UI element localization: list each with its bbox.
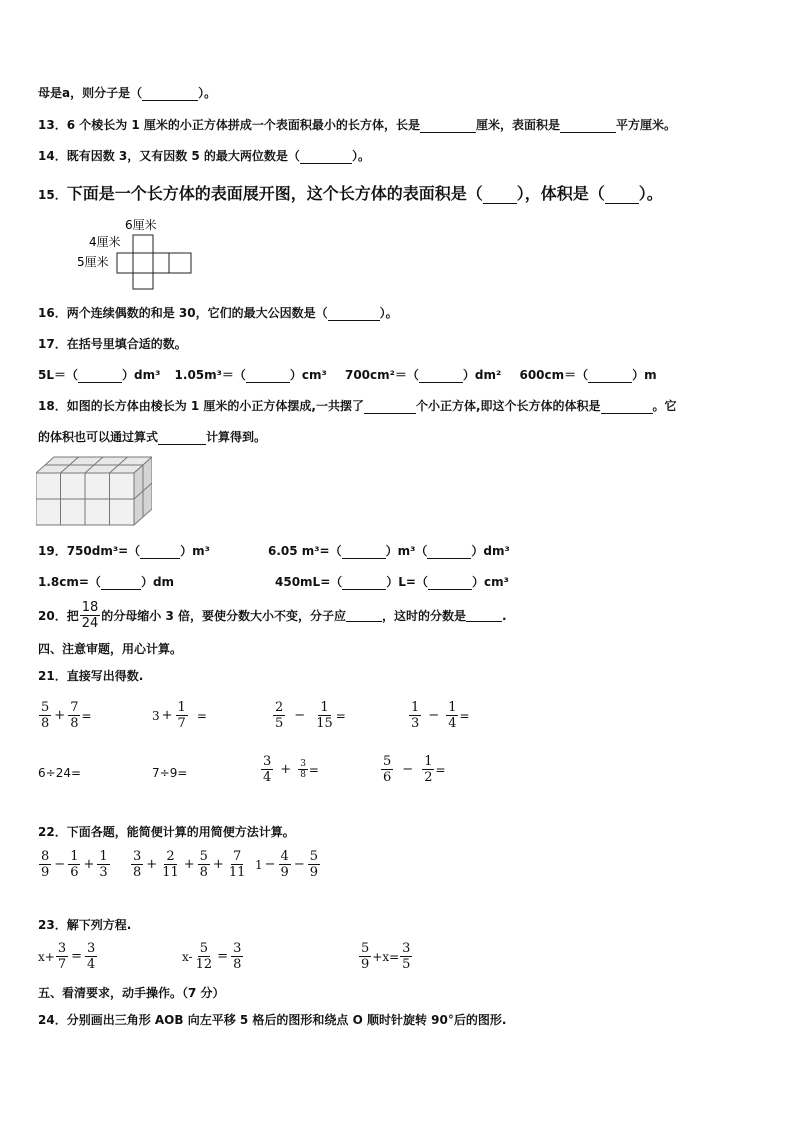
expr-22-3: 1 − $\frac{4}{9}$ − $\frac{5}{9}$	[255, 849, 319, 880]
expr-21-3: $\frac{2}{5}$ − $\frac{1}{15}$ =	[275, 700, 346, 731]
section-5-title: 五、看清要求，动手操作。（7 分）	[38, 986, 225, 1000]
answer-blank[interactable]	[560, 120, 616, 133]
q19-line1: 19．750dm³=（ ）m³	[38, 544, 210, 558]
answer-blank[interactable]	[78, 370, 122, 383]
net-label-length: 6厘米	[125, 218, 157, 232]
answer-blank[interactable]	[328, 308, 380, 321]
net-label-height: 5厘米	[77, 255, 109, 269]
q20-line: 20． 把 $\frac{18}{24}$ 的分母缩小 3 倍，要使分数大小不变，分子应 ，这时的分数是 .	[38, 600, 507, 631]
q19-line2b: 450mL=（ ）L=（ ）cm³	[275, 575, 509, 589]
answer-blank[interactable]	[101, 577, 141, 590]
q23-line: 23．解下列方程.	[38, 918, 132, 932]
answer-blank[interactable]	[588, 370, 632, 383]
expr-22-2: $\frac{3}{8}$ + $\frac{2}{11}$ + $\frac{5}{8}$ + $\frac{7}{11}$	[133, 849, 246, 880]
expr-21-5: 6÷24=	[38, 766, 82, 780]
net-label-width: 4厘米	[89, 235, 121, 249]
section-4-title: 四、注意审题，用心计算。	[38, 642, 183, 656]
equation-2: x- $\frac{5}{12}$ = $\frac{3}{8}$	[182, 941, 242, 972]
q13-line: 13．6 个棱长为 1 厘米的小正方体拼成一个表面积最小的长方体，长是 厘米，表面积是 平方厘米。	[38, 118, 676, 132]
q17-items: 5L＝（ ）dm³ 1.05m³＝（ ）cm³ 700cm²＝（ ）dm² 600cm＝（ ）m	[38, 368, 657, 382]
answer-blank[interactable]	[346, 609, 382, 622]
q12-line: 母是a，则分子是（ ）。	[38, 86, 217, 100]
answer-blank[interactable]	[428, 577, 472, 590]
answer-blank[interactable]	[466, 609, 502, 622]
q18-line: 18．如图的长方体由棱长为 1 厘米的小正方体摆成,一共摆了 个小正方体,即这个长方体的体积是 。它	[38, 399, 677, 413]
answer-blank[interactable]	[483, 189, 517, 204]
q18-line2: 的体积也可以通过算式 计算得到。	[38, 430, 267, 444]
equation-3: $\frac{5}{9}$ +x= $\frac{3}{5}$	[361, 941, 411, 972]
expr-21-6: 7÷9=	[152, 766, 188, 780]
q15-line: 15．下面是一个长方体的表面展开图，这个长方体的表面积是（ ），体积是（ ）。	[38, 184, 663, 203]
q16-line: 16．两个连续偶数的和是 30，它们的最大公因数是（ ）。	[38, 306, 398, 320]
q17-line: 17．在括号里填合适的数。	[38, 337, 187, 351]
answer-blank[interactable]	[342, 546, 386, 559]
expr-21-4: $\frac{1}{3}$ − $\frac{1}{4}$ =	[411, 700, 470, 731]
answer-blank[interactable]	[427, 546, 471, 559]
answer-blank[interactable]	[420, 120, 476, 133]
equation-1: x+ $\frac{3}{7}$ = $\frac{3}{4}$	[38, 941, 96, 972]
q21-line: 21．直接写出得数.	[38, 669, 144, 683]
q24-line: 24．分别画出三角形 AOB 向左平移 5 格后的图形和绕点 O 顺时针旋转 90°后的图形.	[38, 1013, 507, 1027]
expr-21-2: 3 + $\frac{1}{7}$ =	[152, 700, 207, 731]
expr-21-1: $\frac{5}{8}$ + $\frac{7}{8}$ =	[41, 700, 92, 731]
q19-line1b: 6.05 m³=（ ）m³（ ）dm³	[268, 544, 510, 558]
answer-blank[interactable]	[246, 370, 290, 383]
q14-line: 14．既有因数 3，又有因数 5 的最大两位数是（ ）。	[38, 149, 370, 163]
expr-21-8: $\frac{5}{6}$ − $\frac{1}{2}$ =	[383, 754, 446, 785]
answer-blank[interactable]	[419, 370, 463, 383]
answer-blank[interactable]	[364, 401, 416, 414]
answer-blank[interactable]	[158, 432, 206, 445]
expr-21-7: $\frac{3}{4}$ + $\frac{3}{8}$ =	[263, 754, 319, 785]
answer-blank[interactable]	[142, 88, 198, 101]
answer-blank[interactable]	[605, 189, 639, 204]
answer-blank[interactable]	[140, 546, 180, 559]
answer-blank[interactable]	[342, 577, 386, 590]
box-net-diagram	[75, 218, 215, 290]
expr-22-1: $\frac{8}{9}$ − $\frac{1}{6}$ + $\frac{1}{3}$	[41, 849, 108, 880]
fraction: $\frac{18}{24}$	[81, 600, 99, 631]
q22-line: 22．下面各题，能简便计算的用简便方法计算。	[38, 825, 295, 839]
answer-blank[interactable]	[300, 151, 352, 164]
cuboid-diagram	[36, 455, 152, 527]
answer-blank[interactable]	[601, 401, 653, 414]
q19-line2: 1.8cm=（ ）dm	[38, 575, 175, 589]
